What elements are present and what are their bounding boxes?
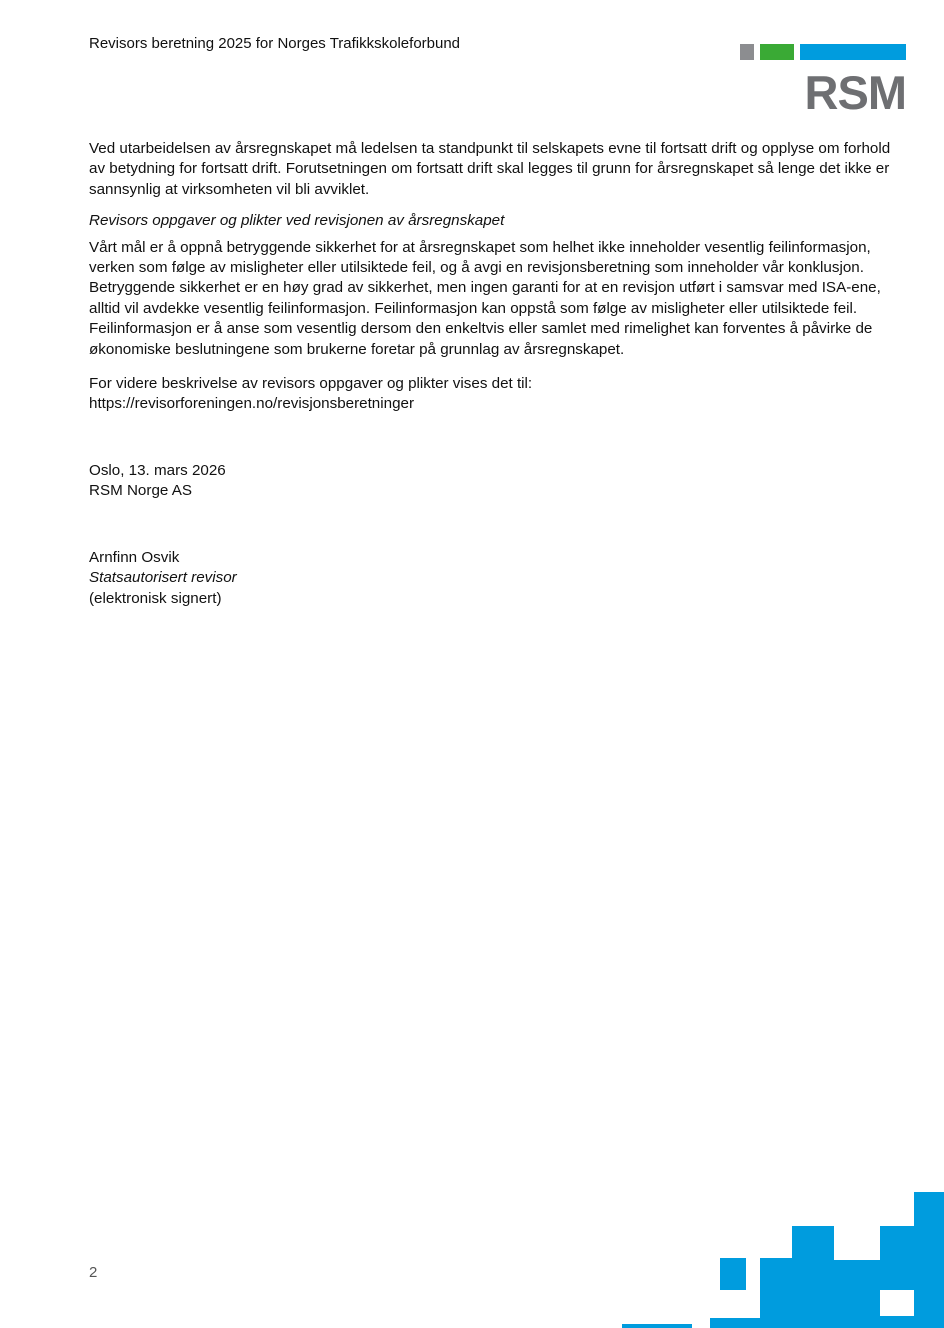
further-description-text: For videre beskrivelse av revisors oppgaver og plikter vises det til: bbox=[89, 375, 533, 393]
document-body bbox=[89, 139, 907, 609]
auditor-duties-paragraph: Vårt mål er å oppnå betryggende sikkerhet for at årsregnskapet som helhet ikke inneholder vesentlig feilinformasjon, verken som følge av misligheter eller utilsiktede feil, og å avgi en revisjonsberetning som inneholder vår konklusjon. Betryggende sikkerhet er en høy grad av sikkerhet, men ingen garanti for at en revisjon utført i samsvar med ISA-ene, alltid vil avdekke vesentlig feilinformasjon. Feilinformasjon kan oppstå som følge av misligheter eller utilsiktede feil. Feilinformasjon er å anse som vesentlig dersom den enkeltvis eller samlet med rimelighet kan forventes å påvirke de økonomiske beslutningene som brukerne foretar på grunnlag av årsregnskapet. bbox=[89, 238, 881, 358]
signatory-name: Arnfinn Osvik bbox=[89, 548, 180, 566]
place-date: Oslo, 13. mars 2026 bbox=[89, 461, 226, 479]
logo-text: RSM bbox=[804, 66, 906, 119]
logo-bar-green bbox=[760, 44, 794, 60]
logo-bar-gray bbox=[740, 44, 754, 60]
signature-block bbox=[89, 548, 907, 609]
firm-name: RSM Norge AS bbox=[89, 482, 192, 500]
logo-bar-blue bbox=[800, 44, 906, 60]
page-number: 2 bbox=[89, 1264, 98, 1281]
document-title: Revisors beretning 2025 for Norges Trafikkskoleforbund bbox=[89, 35, 461, 52]
auditor-duties-heading: Revisors oppgaver og plikter ved revisjonen av årsregnskapet bbox=[89, 212, 505, 230]
signoff-block bbox=[89, 461, 907, 502]
revisorforeningen-link: https://revisorforeningen.no/revisjonsberetninger bbox=[89, 395, 415, 413]
rsm-logo bbox=[738, 44, 906, 119]
pixel-pattern-decoration bbox=[600, 1180, 944, 1328]
going-concern-paragraph: Ved utarbeidelsen av årsregnskapet må ledelsen ta standpunkt til selskapets evne til fortsatt drift og opplyse om forhold av betydning for fortsatt drift. Forutsetningen om fortsatt drift skal legges til grunn for årsregnskapet så lenge det ikke er sannsynlig at virksomheten vil bli avviklet. bbox=[89, 140, 891, 198]
signature-method: (elektronisk signert) bbox=[89, 589, 222, 607]
signatory-title: Statsautorisert revisor bbox=[89, 569, 237, 587]
